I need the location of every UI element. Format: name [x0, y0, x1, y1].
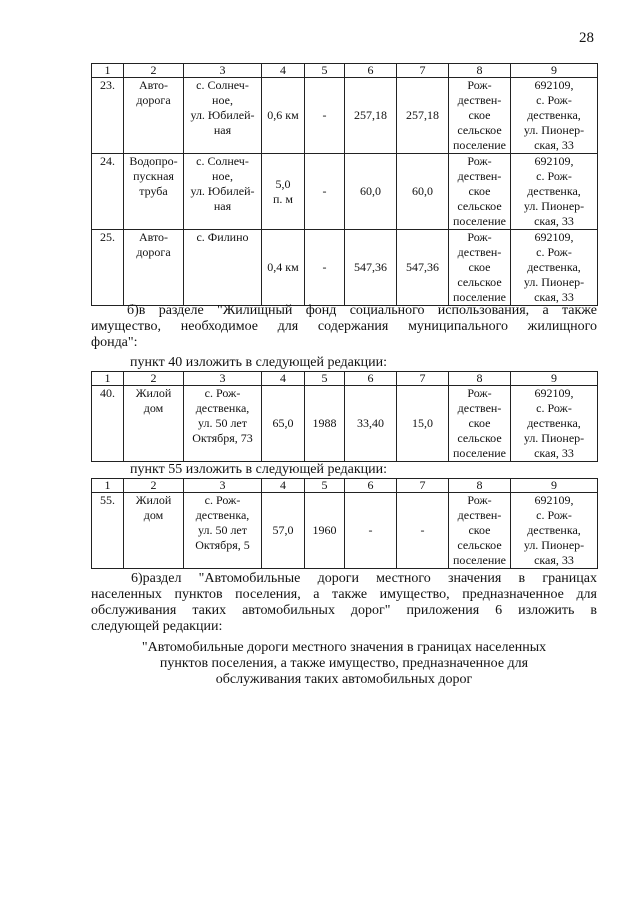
cell-line: сельское — [457, 538, 502, 552]
cell-line: поселение — [452, 446, 506, 460]
paragraph-line: обслуживания таких автомобильных дорог" приложения 6 изложить в — [91, 603, 597, 618]
table-cell-c2 — [124, 78, 184, 154]
cell-line: ская, 33 — [534, 553, 574, 567]
paragraph-b — [91, 303, 597, 351]
table-row — [92, 230, 598, 306]
cell-line: с. Рож- — [536, 401, 572, 415]
cell-line: пускная — [133, 169, 174, 183]
paragraph-line: 6)раздел "Автомобильные дороги местного значения в границах — [131, 571, 597, 586]
column-header: 1 — [92, 64, 124, 78]
cell-line: Рож- — [467, 493, 492, 507]
cell-line: Рож- — [467, 154, 492, 168]
cell-line: ул. Пионер- — [523, 123, 585, 137]
cell-line: с. Рож- — [536, 93, 572, 107]
cell-line: сельское — [457, 431, 502, 445]
cell-line: ул. 50 лет — [197, 416, 248, 430]
table-cell-c6: 33,40 — [345, 386, 397, 462]
column-header: 6 — [345, 372, 397, 386]
table-cell-c9 — [511, 154, 598, 230]
table-row — [92, 78, 598, 154]
table-cell-c7: - — [397, 493, 449, 569]
cell-line: Рож- — [467, 386, 492, 400]
paragraph-line: б)в разделе "Жилищный фонд социального использования, а также — [127, 303, 597, 318]
table-cell-c7: 60,0 — [397, 154, 449, 230]
section-title — [91, 640, 597, 688]
cell-line: поселение — [452, 290, 506, 304]
table-cell-c2 — [124, 154, 184, 230]
cell-line: сельское — [457, 123, 502, 137]
table-cell-c9 — [511, 493, 598, 569]
column-header: 4 — [262, 64, 305, 78]
table-cell-c5: - — [305, 78, 345, 154]
table-cell-c3 — [184, 78, 262, 154]
cell-line: с. Рож- — [204, 493, 241, 507]
cell-line: п. м — [272, 191, 293, 206]
column-header: 8 — [449, 479, 511, 493]
column-header: 6 — [345, 479, 397, 493]
table-cell-c5: - — [305, 230, 345, 306]
cell-line: дорога — [136, 93, 171, 107]
cell-line: дественка, — [195, 508, 250, 522]
column-header: 3 — [184, 479, 262, 493]
cell-line: с. Филино — [196, 230, 249, 244]
cell-line: ское — [468, 184, 491, 198]
cell-line: Жилой — [135, 493, 172, 507]
table-row — [92, 386, 598, 462]
cell-line: ская, 33 — [534, 138, 574, 152]
table-cell-c1: 23. — [92, 78, 124, 154]
table-cell-c3 — [184, 493, 262, 569]
cell-line: сельское — [457, 275, 502, 289]
table-cell-c2 — [124, 493, 184, 569]
cell-line: дественка, — [527, 108, 581, 122]
cell-line: с. Рож- — [204, 386, 241, 400]
column-header: 9 — [511, 479, 598, 493]
table-cell-c6: 60,0 — [345, 154, 397, 230]
cell-line: 692109, — [534, 493, 574, 507]
punkt-55-title: пункт 55 изложить в следующей редакции: — [130, 462, 387, 477]
column-header: 5 — [305, 372, 345, 386]
column-header: 7 — [397, 372, 449, 386]
paragraph-line: фонда": — [91, 335, 138, 350]
column-header: 6 — [345, 64, 397, 78]
cell-line: дорога — [136, 245, 171, 259]
cell-line: ное, — [212, 93, 233, 107]
column-header: 9 — [511, 372, 598, 386]
table-cell-c9 — [511, 78, 598, 154]
paragraph-line: следующей редакции: — [91, 619, 223, 634]
column-header: 7 — [397, 479, 449, 493]
cell-line: 692109, — [534, 386, 574, 400]
column-header: 8 — [449, 372, 511, 386]
cell-line: ул. 50 лет — [197, 523, 248, 537]
cell-line: ская, 33 — [534, 446, 574, 460]
cell-line: Рож- — [467, 230, 492, 244]
table-row — [92, 154, 598, 230]
cell-line: ная — [213, 123, 232, 137]
cell-line: поселение — [452, 553, 506, 567]
column-header: 1 — [92, 372, 124, 386]
cell-line: ул. Пионер- — [523, 538, 585, 552]
table-cell-c1: 40. — [92, 386, 124, 462]
column-header: 5 — [305, 64, 345, 78]
cell-line: дественка, — [527, 416, 581, 430]
cell-line: с. Рож- — [536, 169, 572, 183]
cell-line: ул. Пионер- — [523, 275, 585, 289]
header-row — [92, 64, 598, 78]
section-title-line: обслуживания таких автомобильных дорог — [215, 672, 473, 687]
table-cell-c9 — [511, 230, 598, 306]
cell-line: дествен- — [457, 401, 502, 415]
header-row — [92, 372, 598, 386]
cell-line: Водопро- — [129, 154, 178, 168]
cell-line: дественка, — [527, 184, 581, 198]
cell-line: дом — [143, 401, 164, 415]
cell-line: дествен- — [457, 169, 502, 183]
cell-line: сельское — [457, 199, 502, 213]
cell-line: с. Солнеч- — [196, 154, 249, 168]
cell-line: 65,0 — [272, 416, 294, 430]
cell-line: поселение — [452, 214, 506, 228]
cell-line: 692109, — [534, 230, 574, 244]
cell-line: с. Рож- — [536, 508, 572, 522]
cell-line: 0,4 км — [267, 260, 299, 274]
cell-line: с. Солнеч- — [196, 78, 249, 92]
cell-line: дественка, — [195, 401, 250, 415]
cell-line: 0,6 км — [267, 108, 299, 122]
column-header: 2 — [124, 372, 184, 386]
table-cell-c2 — [124, 230, 184, 306]
cell-line: Авто- — [138, 230, 169, 244]
table-cell-c1: 55. — [92, 493, 124, 569]
table-cell-c3 — [184, 230, 262, 306]
paragraph-6 — [91, 571, 597, 635]
punkt-40-title: пункт 40 изложить в следующей редакции: — [130, 355, 387, 370]
table-cell-c6: 547,36 — [345, 230, 397, 306]
table-cell-c3 — [184, 386, 262, 462]
column-header: 4 — [262, 479, 305, 493]
cell-line: ская, 33 — [534, 290, 574, 304]
table-cell-c8 — [449, 78, 511, 154]
cell-line: 57,0 — [272, 523, 294, 537]
table-cell-c6: 257,18 — [345, 78, 397, 154]
cell-line: 692109, — [534, 154, 574, 168]
cell-line: ул. Пионер- — [523, 199, 585, 213]
cell-line: Рож- — [467, 78, 492, 92]
paragraph-line: населенных пунктов поселения, а также имущество, предназначенное для — [91, 587, 597, 602]
table-roads — [91, 63, 598, 306]
table-row — [92, 493, 598, 569]
table-cell-c4 — [262, 493, 305, 569]
table-cell-c4 — [262, 78, 305, 154]
table-punkt-40 — [91, 371, 598, 462]
paragraph-line: имущество, необходимое для содержания муниципального жилищного — [91, 319, 597, 334]
column-header: 3 — [184, 64, 262, 78]
cell-line: с. Рож- — [536, 245, 572, 259]
column-header: 2 — [124, 64, 184, 78]
cell-line: ское — [468, 416, 491, 430]
table-cell-c8 — [449, 154, 511, 230]
cell-line: 5,0 — [275, 176, 291, 191]
cell-line: поселение — [452, 138, 506, 152]
cell-line: труба — [139, 184, 168, 198]
cell-line: ская, 33 — [534, 214, 574, 228]
table-cell-c8 — [449, 386, 511, 462]
cell-line: ное, — [212, 169, 233, 183]
table-cell-c5: 1960 — [305, 493, 345, 569]
cell-line: ная — [213, 199, 232, 213]
cell-line: ул. Пионер- — [523, 431, 585, 445]
table-cell-c6: - — [345, 493, 397, 569]
column-header: 2 — [124, 479, 184, 493]
column-header: 9 — [511, 64, 598, 78]
column-header: 3 — [184, 372, 262, 386]
cell-line: ул. Юбилей- — [190, 184, 255, 198]
table-cell-c4 — [262, 230, 305, 306]
table-cell-c1: 25. — [92, 230, 124, 306]
table-cell-c5: 1988 — [305, 386, 345, 462]
section-title-line: пунктов поселения, а также имущество, предназначенное для — [159, 656, 529, 671]
table-cell-c7: 547,36 — [397, 230, 449, 306]
cell-line: дественка, — [527, 523, 581, 537]
table-cell-c4 — [262, 154, 305, 230]
section-title-line: "Автомобильные дороги местного значения в границах населенных — [141, 640, 547, 655]
cell-line: ское — [468, 260, 491, 274]
cell-line: ское — [468, 108, 491, 122]
cell-line: 692109, — [534, 78, 574, 92]
header-row — [92, 479, 598, 493]
cell-line: Октября, 5 — [195, 538, 250, 552]
table-cell-c2 — [124, 386, 184, 462]
column-header: 4 — [262, 372, 305, 386]
column-header: 5 — [305, 479, 345, 493]
cell-line: ул. Юбилей- — [190, 108, 255, 122]
table-cell-c1: 24. — [92, 154, 124, 230]
table-cell-c4 — [262, 386, 305, 462]
column-header: 7 — [397, 64, 449, 78]
table-cell-c7: 15,0 — [397, 386, 449, 462]
cell-line: Авто- — [138, 78, 169, 92]
cell-line: ское — [468, 523, 491, 537]
column-header: 8 — [449, 64, 511, 78]
table-punkt-55 — [91, 478, 598, 569]
table-cell-c8 — [449, 493, 511, 569]
cell-line: дествен- — [457, 245, 502, 259]
cell-line: дествен- — [457, 508, 502, 522]
table-cell-c9 — [511, 386, 598, 462]
cell-line: Жилой — [135, 386, 172, 400]
cell-line: дествен- — [457, 93, 502, 107]
cell-line: дом — [143, 508, 164, 522]
table-cell-c7: 257,18 — [397, 78, 449, 154]
table-cell-c8 — [449, 230, 511, 306]
cell-line: Октября, 73 — [192, 431, 253, 445]
page-number: 28 — [579, 30, 594, 46]
table-cell-c5: - — [305, 154, 345, 230]
column-header: 1 — [92, 479, 124, 493]
cell-line: дественка, — [527, 260, 581, 274]
table-cell-c3 — [184, 154, 262, 230]
